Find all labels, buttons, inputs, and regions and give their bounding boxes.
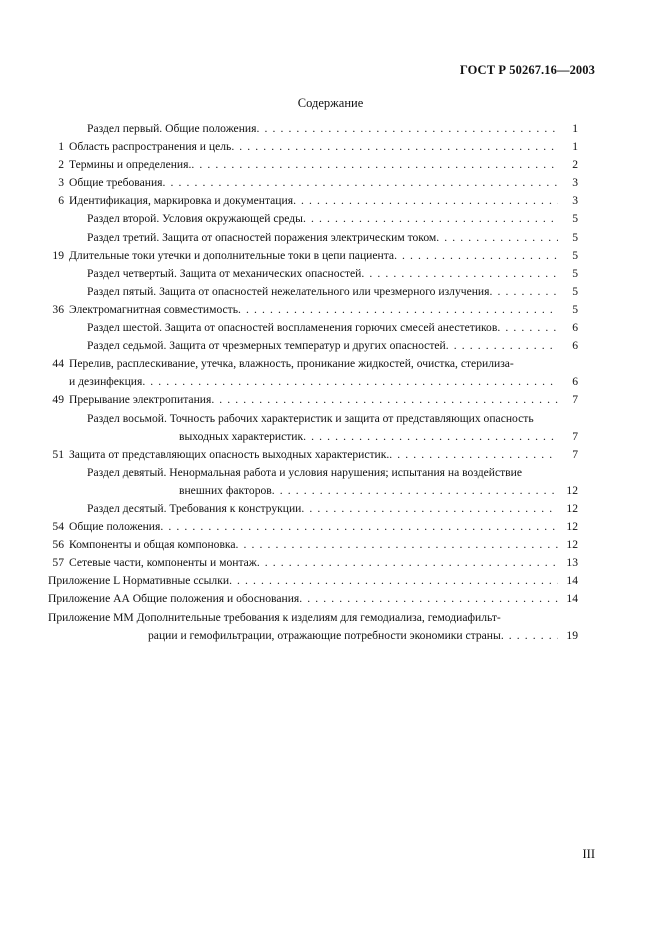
toc-entry-title: Раздел шестой. Защита от опасностей воспламенения горючих смесей анестетиков	[87, 321, 498, 335]
toc-entry-title: Идентификация, маркировка и документация	[69, 194, 294, 208]
toc-leader-dots	[160, 518, 558, 536]
page-title: Содержание	[297, 96, 364, 110]
toc-entry-page: 5	[572, 284, 578, 298]
toc-entry[interactable]	[48, 627, 578, 645]
toc-entry-page: 12	[566, 538, 578, 552]
toc-entry-title: внешних факторов	[179, 483, 272, 497]
toc-leader-dots	[303, 210, 558, 228]
toc-entry-title: Общие положения	[69, 520, 161, 534]
document-code: ГОСТ Р 50267.16—2003	[459, 63, 595, 77]
toc-entry[interactable]	[48, 174, 578, 192]
toc-leader-dots	[238, 301, 558, 319]
toc-leader-dots	[501, 627, 558, 645]
toc-entry[interactable]	[48, 518, 578, 536]
toc-entry-title: рации и гемофильтрации, отражающие потребности экономики страны	[148, 628, 501, 642]
toc-entry-title: Приложение АА Общие положения и обоснования	[48, 592, 300, 606]
toc-entry[interactable]	[48, 138, 578, 156]
toc-leader-dots	[389, 446, 558, 464]
toc-leader-dots	[436, 229, 558, 247]
toc-entry-page: 5	[572, 266, 578, 280]
toc-entry-page: 7	[572, 447, 578, 461]
toc-entry-page: 14	[566, 574, 578, 588]
toc-entry-number: 2	[58, 158, 64, 172]
toc-entry[interactable]	[48, 210, 578, 228]
toc-entry-number: 57	[52, 556, 64, 570]
toc-entry-number: 36	[52, 302, 64, 316]
toc-leader-dots	[303, 428, 558, 446]
toc-entry-page: 6	[572, 321, 578, 335]
toc-entry-title: Длительные токи утечки и дополнительные токи в цепи пациента	[69, 248, 395, 262]
toc-entry[interactable]	[48, 229, 578, 247]
toc-leader-dots	[256, 120, 558, 138]
toc-entry-page: 3	[572, 176, 578, 190]
toc-entry-title: Общие требования	[69, 176, 163, 190]
toc-entry-title: Раздел второй. Условия окружающей среды	[87, 212, 303, 226]
toc-entry-number: 19	[52, 248, 64, 262]
toc-entry-title: Приложение L Нормативные ссылки	[48, 574, 230, 588]
toc-leader-dots	[489, 283, 558, 301]
toc-entry-title: Раздел первый. Общие положения	[87, 122, 257, 135]
toc-entry[interactable]	[48, 301, 578, 319]
toc-entry-title: Перелив, расплескивание, утечка, влажность, проникание жидкостей, очистка, стерилиза-	[69, 357, 514, 371]
toc-entry[interactable]	[48, 464, 578, 482]
toc-entry-page: 5	[572, 248, 578, 262]
toc-leader-dots	[394, 247, 558, 265]
toc-entry-title: и дезинфекция	[69, 375, 143, 389]
toc-entry-page: 12	[566, 483, 578, 497]
toc-entry[interactable]	[48, 609, 578, 627]
toc-entry-title: Сетевые части, компоненты и монтаж	[69, 556, 257, 570]
toc-leader-dots	[229, 572, 558, 590]
toc-entry-number: 3	[58, 176, 64, 190]
toc-leader-dots	[257, 554, 558, 572]
toc-entry[interactable]	[48, 283, 578, 301]
toc-entry-title: Компоненты и общая компоновка	[69, 538, 236, 552]
toc-entry-title: выходных характеристик	[179, 429, 304, 443]
toc-entry[interactable]	[48, 590, 578, 608]
toc-entry-page: 5	[572, 212, 578, 226]
toc-entry[interactable]	[48, 410, 578, 428]
table-of-contents	[48, 120, 578, 645]
toc-entry-title: Прерывание электропитания	[69, 393, 212, 407]
toc-entry[interactable]	[48, 156, 578, 174]
toc-entry-page: 13	[566, 556, 578, 570]
toc-entry[interactable]	[48, 446, 578, 464]
toc-entry[interactable]	[48, 355, 578, 373]
toc-leader-dots	[497, 319, 558, 337]
toc-leader-dots	[142, 373, 558, 391]
toc-entry-page: 3	[572, 194, 578, 208]
toc-entry-number: 6	[58, 194, 64, 208]
toc-entry[interactable]	[48, 500, 578, 518]
toc-entry-number: 51	[52, 447, 64, 461]
toc-entry-title: Раздел пятый. Защита от опасностей нежелательного или чрезмерного излучения	[87, 284, 490, 298]
toc-leader-dots	[231, 138, 558, 156]
toc-leader-dots	[293, 192, 558, 210]
toc-entry-number: 49	[52, 393, 64, 407]
toc-entry-page: 6	[572, 339, 578, 353]
toc-entry[interactable]	[48, 373, 578, 391]
toc-entry[interactable]	[48, 391, 578, 409]
toc-entry[interactable]	[48, 265, 578, 283]
toc-leader-dots	[191, 156, 558, 174]
toc-entry-title: Защита от представляющих опасность выходных характеристик.	[69, 447, 390, 461]
toc-entry-page: 12	[566, 501, 578, 515]
toc-leader-dots	[299, 590, 558, 608]
toc-leader-dots	[361, 265, 558, 283]
toc-entry-title: Раздел седьмой. Защита от чрезмерных температур и других опасностей	[87, 339, 446, 353]
toc-entry[interactable]	[48, 428, 578, 446]
toc-entry-page: 19	[566, 628, 578, 642]
toc-entry-title: Область распространения и цель	[69, 140, 232, 154]
toc-entry[interactable]	[48, 120, 578, 138]
toc-entry-title: Раздел третий. Защита от опасностей поражения электрическим током	[87, 230, 437, 244]
toc-entry[interactable]	[48, 482, 578, 500]
toc-leader-dots	[211, 391, 558, 409]
toc-entry-page: 5	[572, 230, 578, 244]
toc-leader-dots	[446, 337, 558, 355]
toc-entry[interactable]	[48, 572, 578, 590]
toc-leader-dots	[163, 174, 558, 192]
toc-entry-page: 2	[572, 158, 578, 172]
toc-leader-dots	[236, 536, 558, 554]
toc-entry[interactable]	[48, 192, 578, 210]
toc-entry-page: 7	[572, 429, 578, 443]
toc-leader-dots	[301, 500, 558, 518]
toc-entry[interactable]	[48, 554, 578, 572]
toc-entry-title: Раздел четвертый. Защита от механических опасностей	[87, 266, 362, 280]
toc-entry-title: Приложение ММ Дополнительные требования к изделиям для гемодиализа, гемодиафильт-	[48, 610, 501, 624]
toc-entry[interactable]	[48, 319, 578, 337]
page-number: III	[582, 847, 595, 861]
toc-entry-page: 1	[572, 140, 578, 154]
toc-entry-page: 5	[572, 302, 578, 316]
toc-entry-title: Термины и определения.	[69, 158, 192, 172]
toc-entry-page: 6	[572, 375, 578, 389]
toc-entry-page: 14	[566, 592, 578, 606]
toc-entry[interactable]	[48, 536, 578, 554]
toc-entry-number: 56	[52, 538, 64, 552]
toc-entry-number: 44	[52, 357, 64, 371]
toc-entry-page: 12	[566, 520, 578, 534]
toc-entry-title: Раздел девятый. Ненормальная работа и условия нарушения; испытания на воздействие	[87, 465, 522, 479]
toc-entry-title: Раздел десятый. Требования к конструкции	[87, 501, 302, 515]
toc-entry-page: 1	[572, 122, 578, 135]
toc-entry-page: 7	[572, 393, 578, 407]
toc-entry-title: Раздел восьмой. Точность рабочих характеристик и защита от представляющих опасность	[87, 411, 534, 425]
toc-leader-dots	[272, 482, 558, 500]
toc-entry-title: Электромагнитная совместимость	[69, 302, 239, 316]
toc-entry[interactable]	[48, 337, 578, 355]
toc-entry-number: 54	[52, 520, 64, 534]
toc-entry-number: 1	[58, 140, 64, 154]
toc-entry[interactable]	[48, 247, 578, 265]
